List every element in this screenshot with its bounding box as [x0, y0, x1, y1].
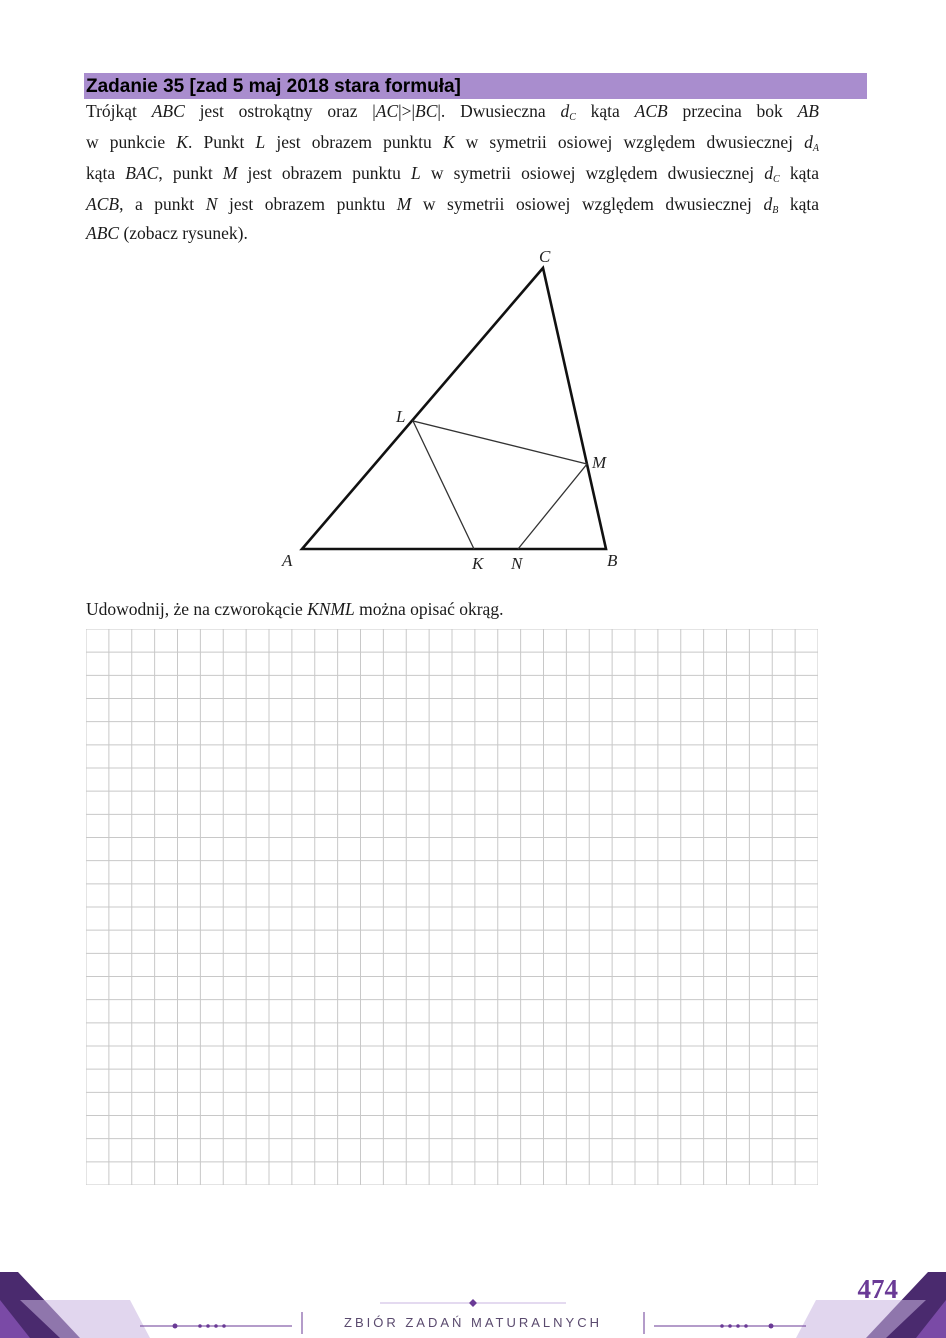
label-k: K — [472, 554, 484, 573]
page-number: 474 — [857, 1274, 898, 1304]
label-n: N — [511, 554, 523, 573]
label-l: L — [396, 407, 406, 426]
footer-title: ZBIÓR ZADAŃ MATURALNYCH — [344, 1315, 602, 1330]
task-statement: Udowodnij, że na czworokącie KNML można opisać okrąg. — [86, 599, 504, 619]
problem-line-2: w punkcie K. Punkt L jest obrazem punktu K w symetrii osiowej względem dwusiecznej $d_A$ — [86, 132, 819, 154]
problem-line-4: ACB, a punkt N jest obrazem punktu M w symetrii osiowej względem dwusiecznej $d_B$ kąta — [86, 194, 820, 216]
problem-line-3: kąta BAC, punkt M jest obrazem punktu L w symetrii osiowej względem dwusiecznej $d_C$ kąta — [86, 163, 819, 185]
label-b: B — [607, 551, 618, 570]
label-c: C — [539, 247, 551, 266]
problem-line-1: Trójkąt ABC jest ostrokątny oraz |AC|>|BC|. Dwusieczna $d_C$ kąta ACB przecina bok AB — [86, 101, 819, 123]
label-m: M — [592, 453, 607, 472]
answer-grid — [86, 629, 818, 1185]
task-title: Zadanie 35 [zad 5 maj 2018 stara formuła] — [84, 73, 867, 99]
triangle-figure — [270, 240, 650, 580]
quadrilateral-knml — [413, 421, 587, 549]
problem-line-5: ABC (zobacz rysunek). — [86, 223, 248, 243]
label-a: A — [282, 551, 293, 570]
